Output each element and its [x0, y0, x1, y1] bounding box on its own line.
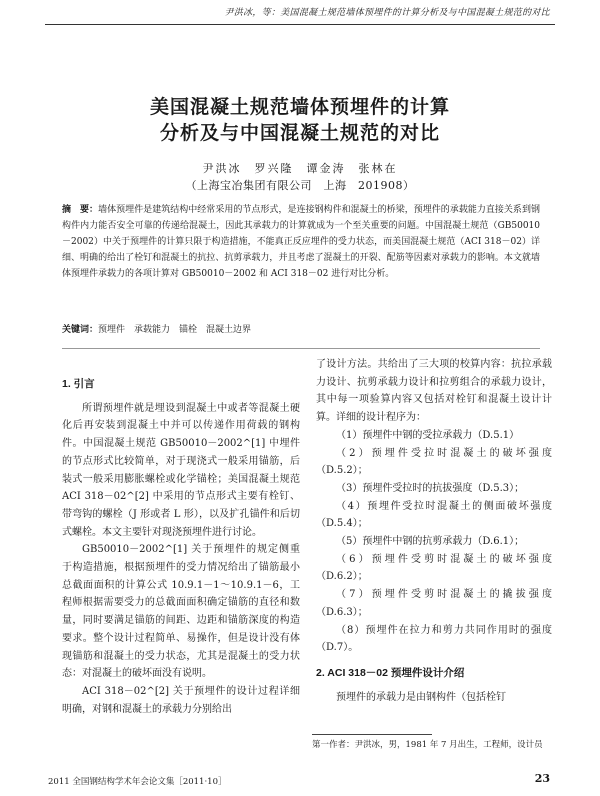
right-column	[316, 356, 552, 706]
footer-proceedings: 2011 全国钢结构学术年会论文集［2011·10］	[48, 777, 227, 787]
design-step-7: （7）预埋件受剪时混凝土的撬拔强度（D.6.3）；	[316, 589, 552, 618]
footnote-rule	[312, 734, 432, 735]
right-para-2: 预埋件的承载力是由钢构件（包括栓钉	[336, 691, 506, 703]
keywords-text: 预埋件 承载能力 锚栓 混凝土边界	[98, 325, 252, 335]
design-step-2: （2）预埋件受拉时混凝土的破坏强度（D.5.2）；	[316, 447, 552, 477]
design-step-5: （5）预埋件中钢的抗剪承载力（D.6.1）；	[336, 536, 525, 548]
abstract	[62, 202, 540, 282]
keywords	[62, 322, 540, 335]
abstract-divider	[62, 348, 540, 349]
paper-title-line-2: 分析及与中国混凝土规范的对比	[159, 122, 440, 144]
footnote: 第一作者：尹洪冰，男，1981 年 7 月出生，工程师，设计员	[312, 740, 543, 750]
authors: 尹洪冰 罗兴隆 谭金涛 张林在	[202, 162, 398, 175]
header-rule	[45, 24, 555, 25]
section-2-heading: 2. ACI 318－02 预埋件设计介绍	[316, 666, 465, 679]
running-header	[0, 0, 600, 24]
design-step-8: （8）预埋件在拉力和剪力共同作用时的强度（D.7）。	[316, 624, 552, 654]
left-para-1: 所谓预埋件就是埋设到混凝土中或者等混凝土硬化后再安装到混凝土中并可以传递作用荷载的钢构件。中国混凝土规范 GB50010－2002^[1] 中埋件的节点形式比较简单，对于现浇式一般采用锚筋，后装式一般采用膨胀螺栓或化学锚栓；美国混凝土规范 ACI 318－02^[2] 中采用的节点形式主要有栓钉、带弯钩的螺栓（J 形或者 L 形），以及扩孔锚件和后切式螺栓。本文主要针对现浇预埋件进行讨论。	[62, 402, 300, 538]
abstract-text: 墙体预埋件是建筑结构中经常采用的节点形式，是连接钢构件和混凝土的桥梁，预埋件的承载能力直接关系到钢构件内力能否安全可靠的传递给混凝土，因此其承载力的计算就成为一个至关重要的问题。中国混凝土规范（GB50010－2002）中关于预埋件的计算只限于构造措施，不能真正反应埋件的受力状态，而美国混凝土规范（ACI 318－02）详细、明确的给出了栓钉和混凝土的抗拉、抗剪承载力，并且考虑了混凝土的开裂、配筋等因素对承载力的影响。本文就墙体预埋件承载力的各项计算对 GB50010－2002 和 ACI 318－02 进行对比分析。	[62, 205, 540, 279]
design-step-1: （1）预埋件中钢的受拉承载力（D.5.1）	[336, 429, 520, 441]
left-para-2: GB50010－2002^[1] 关于预埋件的规定侧重于构造措施，根据预埋件的受力情况给出了锚筋最小总截面面积的计算公式 10.9.1－1～10.9.1－6，工程师根据需要受力的总截面面积确定锚筋的直径和数量，同时要满足锚筋的间距、边距和锚筋深度的构造要求。整个设计过程简单、易操作，但是设计没有体现锚筋和混凝土的受力状态，尤其是混凝土的受力状态：对混凝土的破坏面没有说明。	[62, 544, 300, 680]
left-para-3: ACI 318－02^[2] 关于预埋件的设计过程详细明确，对钢和混凝土的承载力分别给出	[62, 685, 300, 715]
page-number: 23	[534, 772, 550, 785]
design-step-4: （4）预埋件受拉时混凝土的侧面破坏强度（D.5.4）；	[316, 500, 552, 530]
affiliation: （上海宝冶集团有限公司 上海 201908）	[185, 179, 415, 192]
section-1-heading: 1. 引言	[62, 378, 95, 390]
left-column	[62, 368, 300, 718]
design-step-3: （3）预埋件受拉时的抗拔强度（D.5.3）；	[336, 482, 525, 494]
design-step-6: （6）预埋件受剪时混凝土的破坏强度（D.6.2）；	[316, 553, 552, 583]
abstract-label: 摘 要：	[62, 205, 99, 215]
keywords-label: 关键词：	[62, 325, 99, 335]
paper-title-line-1: 美国混凝土规范墙体预埋件的计算	[149, 96, 450, 118]
running-head-text: 尹洪冰，等：美国混凝土规范墙体预埋件的计算分析及与中国混凝土规范的对比	[224, 8, 550, 18]
right-para-1: 了设计方法。共给出了三大项的校算内容：抗拉承载力设计、抗剪承载力设计和拉剪组合的承载力设计，其中每一项验算内容又包括对栓钉和混凝土设计计算。详细的设计程序为：	[316, 359, 552, 424]
